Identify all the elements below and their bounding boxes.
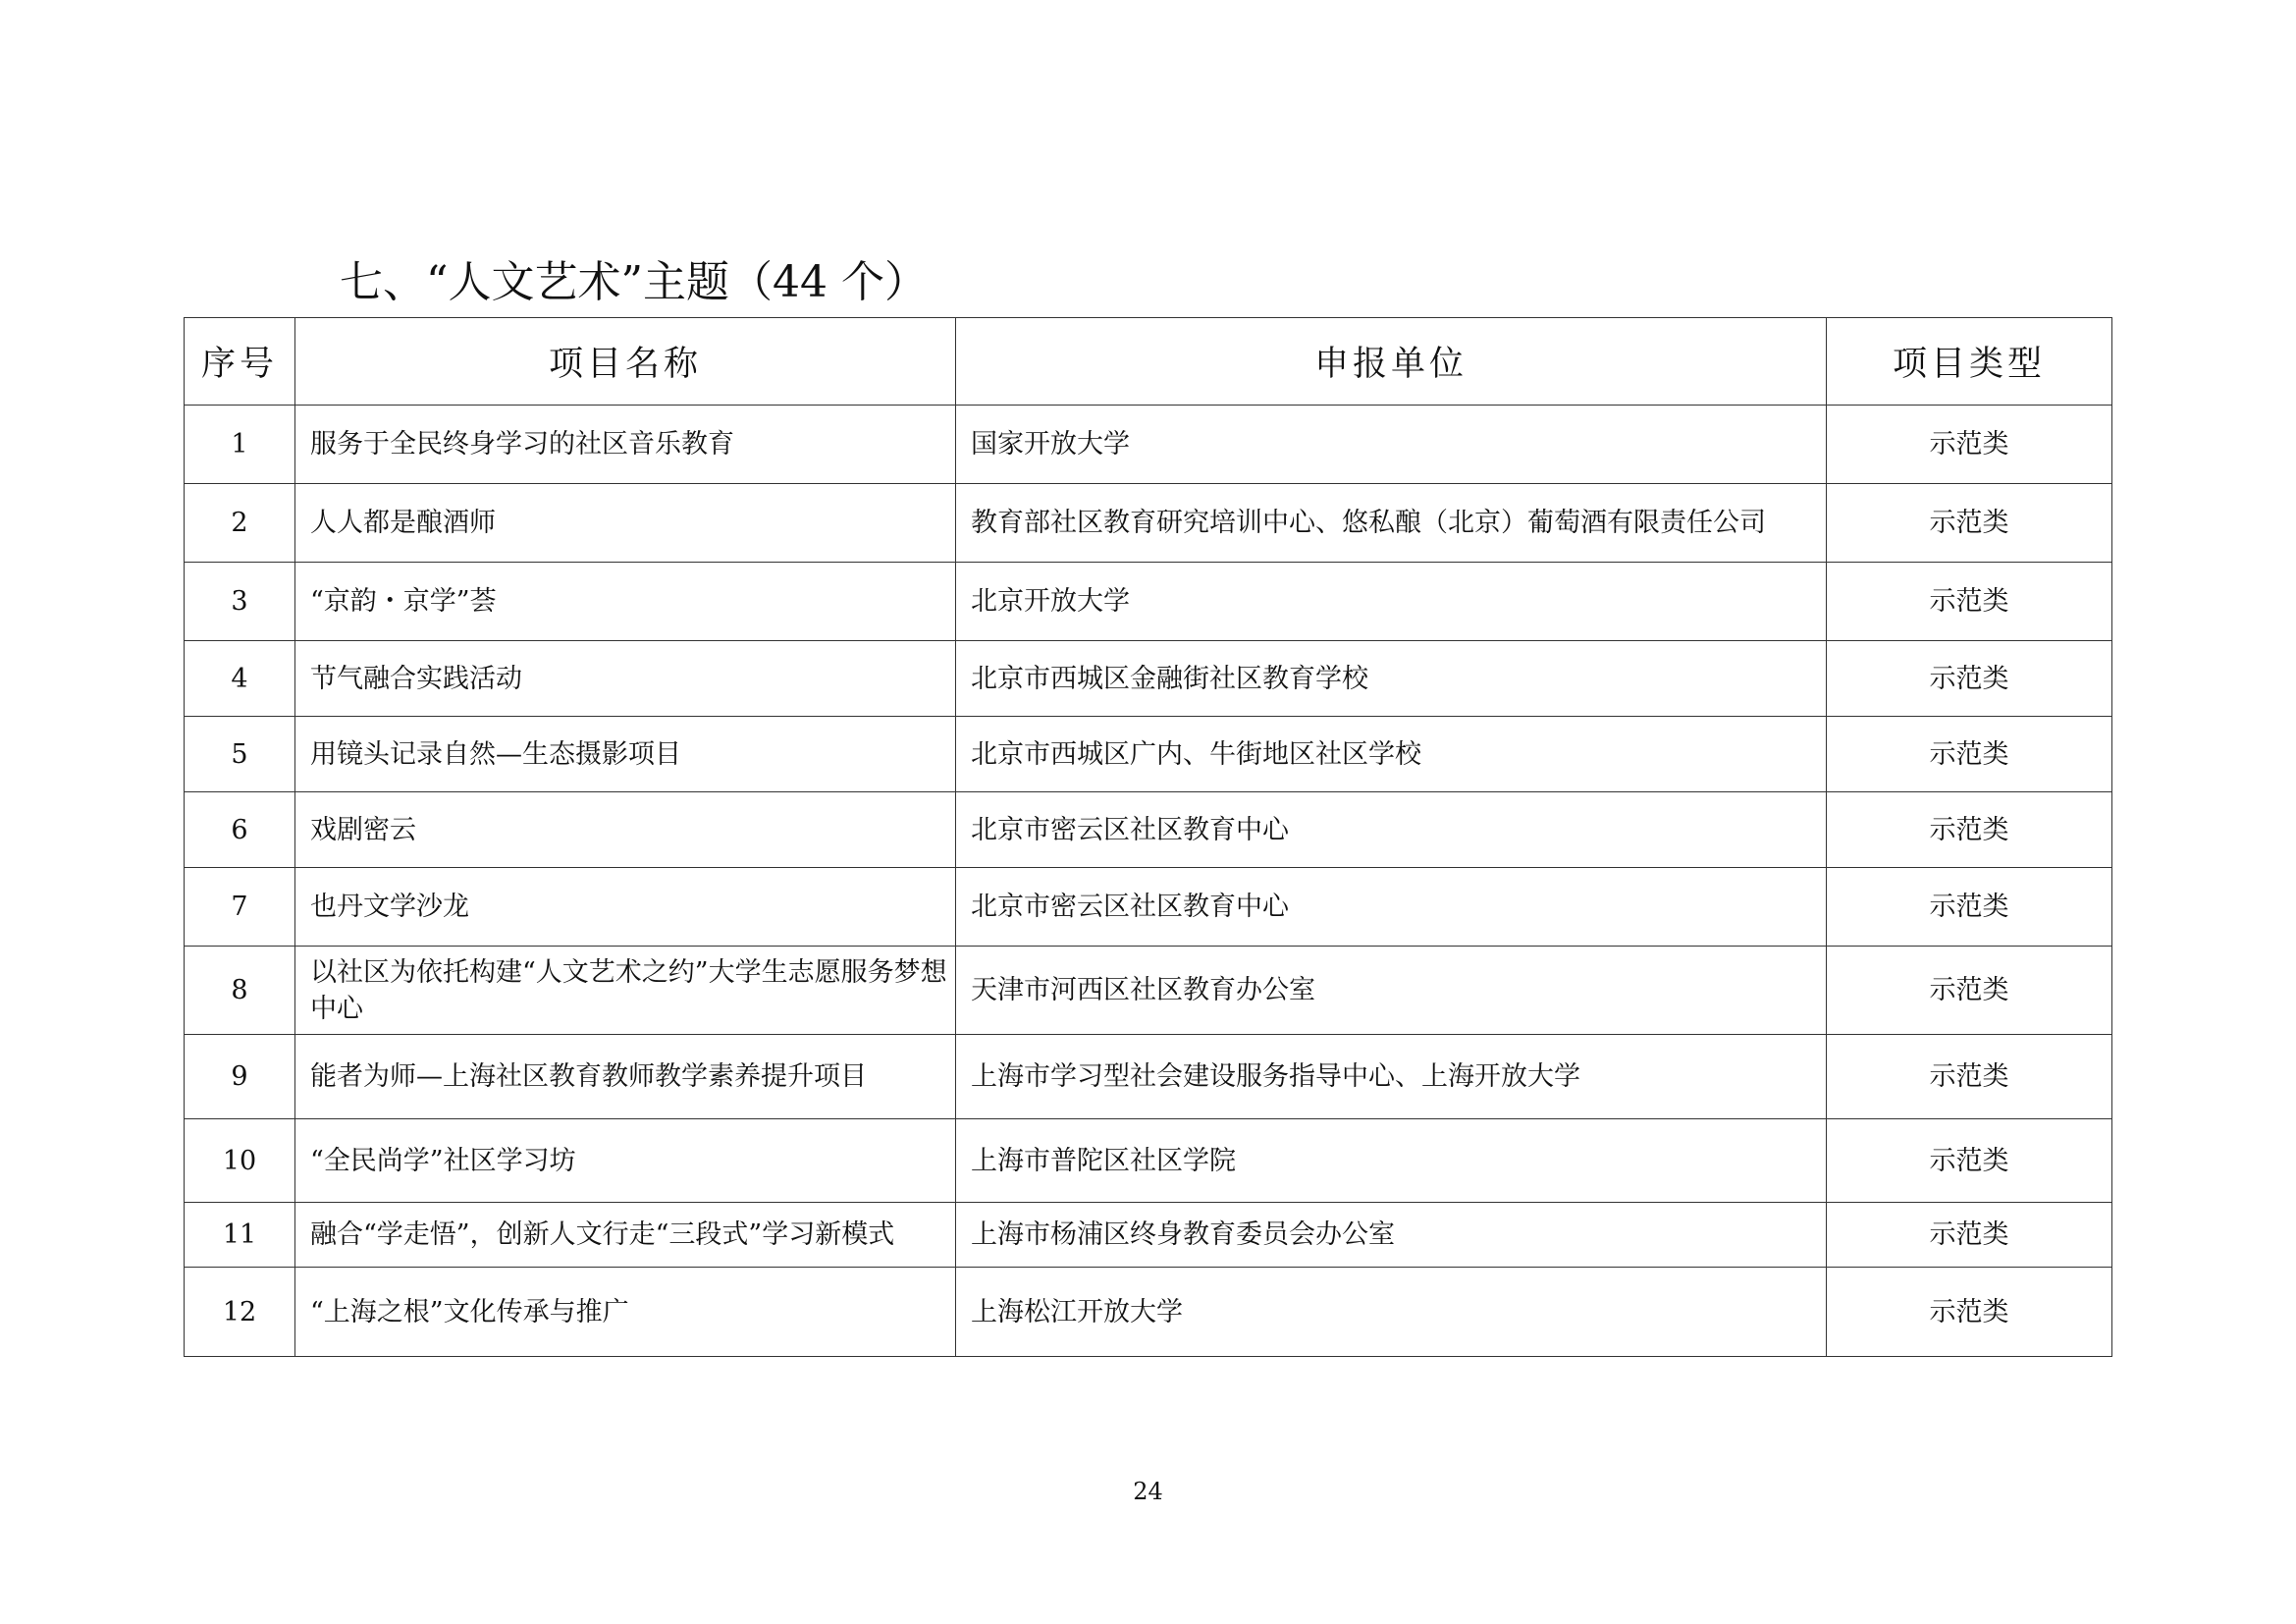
cell-project-name: 节气融合实践活动 (295, 641, 956, 717)
cell-applicant-org: 北京市西城区广内、牛街地区社区学校 (956, 717, 1827, 792)
cell-project-name: 用镜头记录自然—生态摄影项目 (295, 717, 956, 792)
cell-seq: 7 (185, 868, 295, 947)
cell-project-name: “京韵・京学”荟 (295, 563, 956, 641)
table-row (185, 1203, 2112, 1268)
cell-project-type: 示范类 (1827, 1268, 2112, 1357)
cell-seq: 11 (185, 1203, 295, 1268)
cell-seq: 6 (185, 792, 295, 868)
cell-project-name: 人人都是酿酒师 (295, 484, 956, 563)
cell-project-type: 示范类 (1827, 947, 2112, 1035)
cell-project-type: 示范类 (1827, 717, 2112, 792)
cell-project-type: 示范类 (1827, 868, 2112, 947)
cell-applicant-org: 国家开放大学 (956, 406, 1827, 484)
cell-seq: 4 (185, 641, 295, 717)
table-row (185, 947, 2112, 1035)
table-row (185, 792, 2112, 868)
cell-project-type: 示范类 (1827, 563, 2112, 641)
table-row (185, 1035, 2112, 1119)
cell-project-name: 融合“学走悟”，创新人文行走“三段式”学习新模式 (295, 1203, 956, 1268)
table-row (185, 717, 2112, 792)
table-row (185, 1268, 2112, 1357)
project-table (184, 317, 2112, 1357)
cell-project-type: 示范类 (1827, 641, 2112, 717)
table-row (185, 1119, 2112, 1203)
page-title: 七、“人文艺术”主题（44 个） (340, 257, 928, 307)
header-project-name: 项目名称 (295, 318, 956, 406)
cell-project-name: “上海之根”文化传承与推广 (295, 1268, 956, 1357)
cell-applicant-org: 教育部社区教育研究培训中心、悠私酿（北京）葡萄酒有限责任公司 (956, 484, 1827, 563)
cell-project-type: 示范类 (1827, 1035, 2112, 1119)
cell-seq: 10 (185, 1119, 295, 1203)
cell-applicant-org: 北京市西城区金融街社区教育学校 (956, 641, 1827, 717)
table-row (185, 406, 2112, 484)
header-seq: 序号 (185, 318, 295, 406)
cell-project-name: 能者为师—上海社区教育教师教学素养提升项目 (295, 1035, 956, 1119)
cell-applicant-org: 上海市学习型社会建设服务指导中心、上海开放大学 (956, 1035, 1827, 1119)
cell-applicant-org: 上海松江开放大学 (956, 1268, 1827, 1357)
table-row (185, 868, 2112, 947)
cell-project-name: 服务于全民终身学习的社区音乐教育 (295, 406, 956, 484)
cell-seq: 8 (185, 947, 295, 1035)
table-header-row (185, 318, 2112, 406)
cell-project-type: 示范类 (1827, 406, 2112, 484)
header-applicant-org: 申报单位 (956, 318, 1827, 406)
cell-applicant-org: 北京开放大学 (956, 563, 1827, 641)
cell-project-type: 示范类 (1827, 1203, 2112, 1268)
table-row (185, 563, 2112, 641)
cell-applicant-org: 北京市密云区社区教育中心 (956, 868, 1827, 947)
cell-project-type: 示范类 (1827, 1119, 2112, 1203)
table-row (185, 484, 2112, 563)
header-project-type: 项目类型 (1827, 318, 2112, 406)
cell-seq: 12 (185, 1268, 295, 1357)
cell-seq: 2 (185, 484, 295, 563)
cell-seq: 3 (185, 563, 295, 641)
cell-seq: 1 (185, 406, 295, 484)
page-number: 24 (1133, 1478, 1163, 1505)
cell-project-name: “全民尚学”社区学习坊 (295, 1119, 956, 1203)
cell-seq: 5 (185, 717, 295, 792)
cell-project-name: 以社区为依托构建“人文艺术之约”大学生志愿服务梦想中心 (295, 947, 956, 1035)
cell-applicant-org: 上海市杨浦区终身教育委员会办公室 (956, 1203, 1827, 1268)
cell-project-type: 示范类 (1827, 484, 2112, 563)
cell-applicant-org: 天津市河西区社区教育办公室 (956, 947, 1827, 1035)
cell-project-name: 也丹文学沙龙 (295, 868, 956, 947)
cell-applicant-org: 上海市普陀区社区学院 (956, 1119, 1827, 1203)
cell-project-name: 戏剧密云 (295, 792, 956, 868)
cell-project-type: 示范类 (1827, 792, 2112, 868)
cell-seq: 9 (185, 1035, 295, 1119)
cell-applicant-org: 北京市密云区社区教育中心 (956, 792, 1827, 868)
table-row (185, 641, 2112, 717)
